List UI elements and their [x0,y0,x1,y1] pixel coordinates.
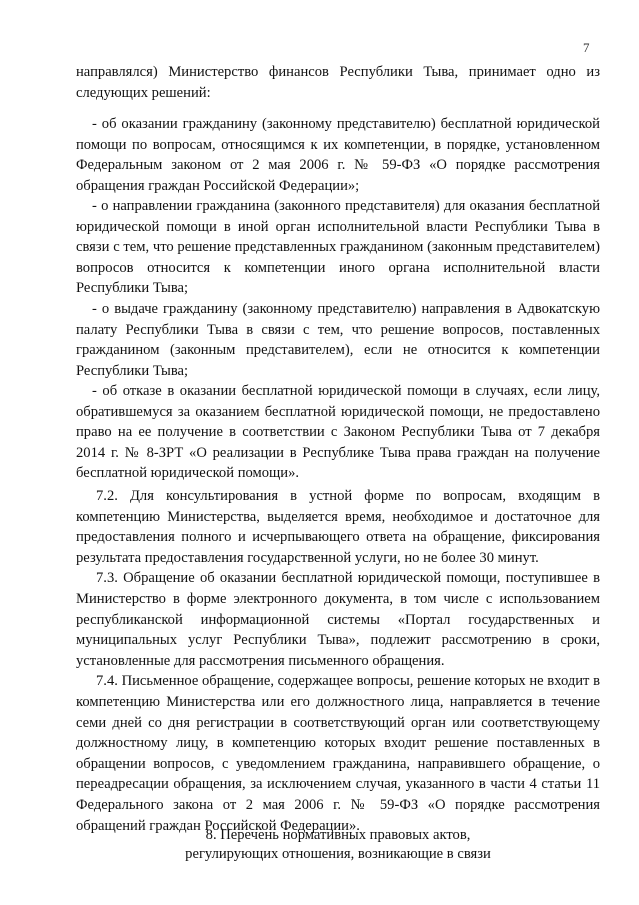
decision-4 [76,381,600,484]
heading-line-2: регулирующих отношения, возникающие в связи [185,846,491,862]
decision-1 [76,114,600,196]
section-heading [76,826,600,864]
page-number: 7 [583,40,590,55]
decision-3 [76,299,600,381]
decision-paragraph: - о выдаче гражданину (законному представителю) направления в Адвокатскую палату Республики Тыва в связи с тем, что решение вопросов, поставленных гражданином (законным представителем), если не относится к компетенции Республики Тыва; [76,301,600,379]
intro-paragraph: направлялся) Министерство финансов Республики Тыва, принимает одно из следующих решений: [76,64,600,101]
section-7-3: 7.3. Обращение об оказании бесплатной юридической помощи, поступившее в Министерство в форме электронного документа, в том числе с использованием республиканской информационной системы «Портал государственных и муниципальных услуг Республики Тыва», подлежит рассмотрению в сроки, установленные для рассмотрения письменного обращения. [76,570,600,669]
sections-block [76,486,600,836]
intro-block [76,62,600,103]
section-7-4: 7.4. Письменное обращение, содержащее вопросы, решение которых не входит в компетенцию Министерства или его должностного лица, направляется в течение семи дней со дня регистрации в соответствующий орган или соответствующему должностному лицу, в компетенцию которых входит решение поставленных в обращении вопросов, с уведомлением гражданина, направившего обращение, о переадресации обращения, за исключением случая, указанного в части 4 статьи 11 Федерального закона от 2 мая 2006 г. № 59-ФЗ «О порядке рассмотрения обращений граждан Российской Федерации». [76,673,600,834]
heading-line-1: 8. Перечень нормативных правовых актов, [205,827,471,843]
decision-paragraph: - об оказании гражданину (законному представителю) бесплатной юридической помощи по вопросам, относящимся к их компетенции, в порядке, установленном Федеральным законом от 2 мая 2006 г. № 59-ФЗ «О порядке рассмотрения обращения граждан Российской Федерации»; [76,116,600,194]
decision-paragraph: - о направлении гражданина (законного представителя) для оказания бесплатной юридической помощи в иной орган исполнительной власти Республики Тыва в связи с тем, что решение представленных гражданином (законным представителем) вопросов относится к компетенции иного органа исполнительной власти Республики Тыва; [76,198,600,297]
decision-paragraph: - об отказе в оказании бесплатной юридической помощи в случаях, если лицу, обратившемуся за оказанием бесплатной юридической помощи, не предоставлено право на ее получение в соответствии с Законом Республики Тыва от 7 декабря 2014 г. № 8-ЗРТ «О реализации в Республике Тыва права граждан на получение бесплатной юридической помощи». [76,383,600,482]
decision-2 [76,196,600,299]
section-7-2: 7.2. Для консультирования в устной форме по вопросам, входящим в компетенцию Министерства, выделяется время, необходимое и достаточное для предоставления полного и исчерпывающего ответа на обращение, фиксирования результата предоставления государственной услуги, но не более 30 минут. [76,488,600,566]
